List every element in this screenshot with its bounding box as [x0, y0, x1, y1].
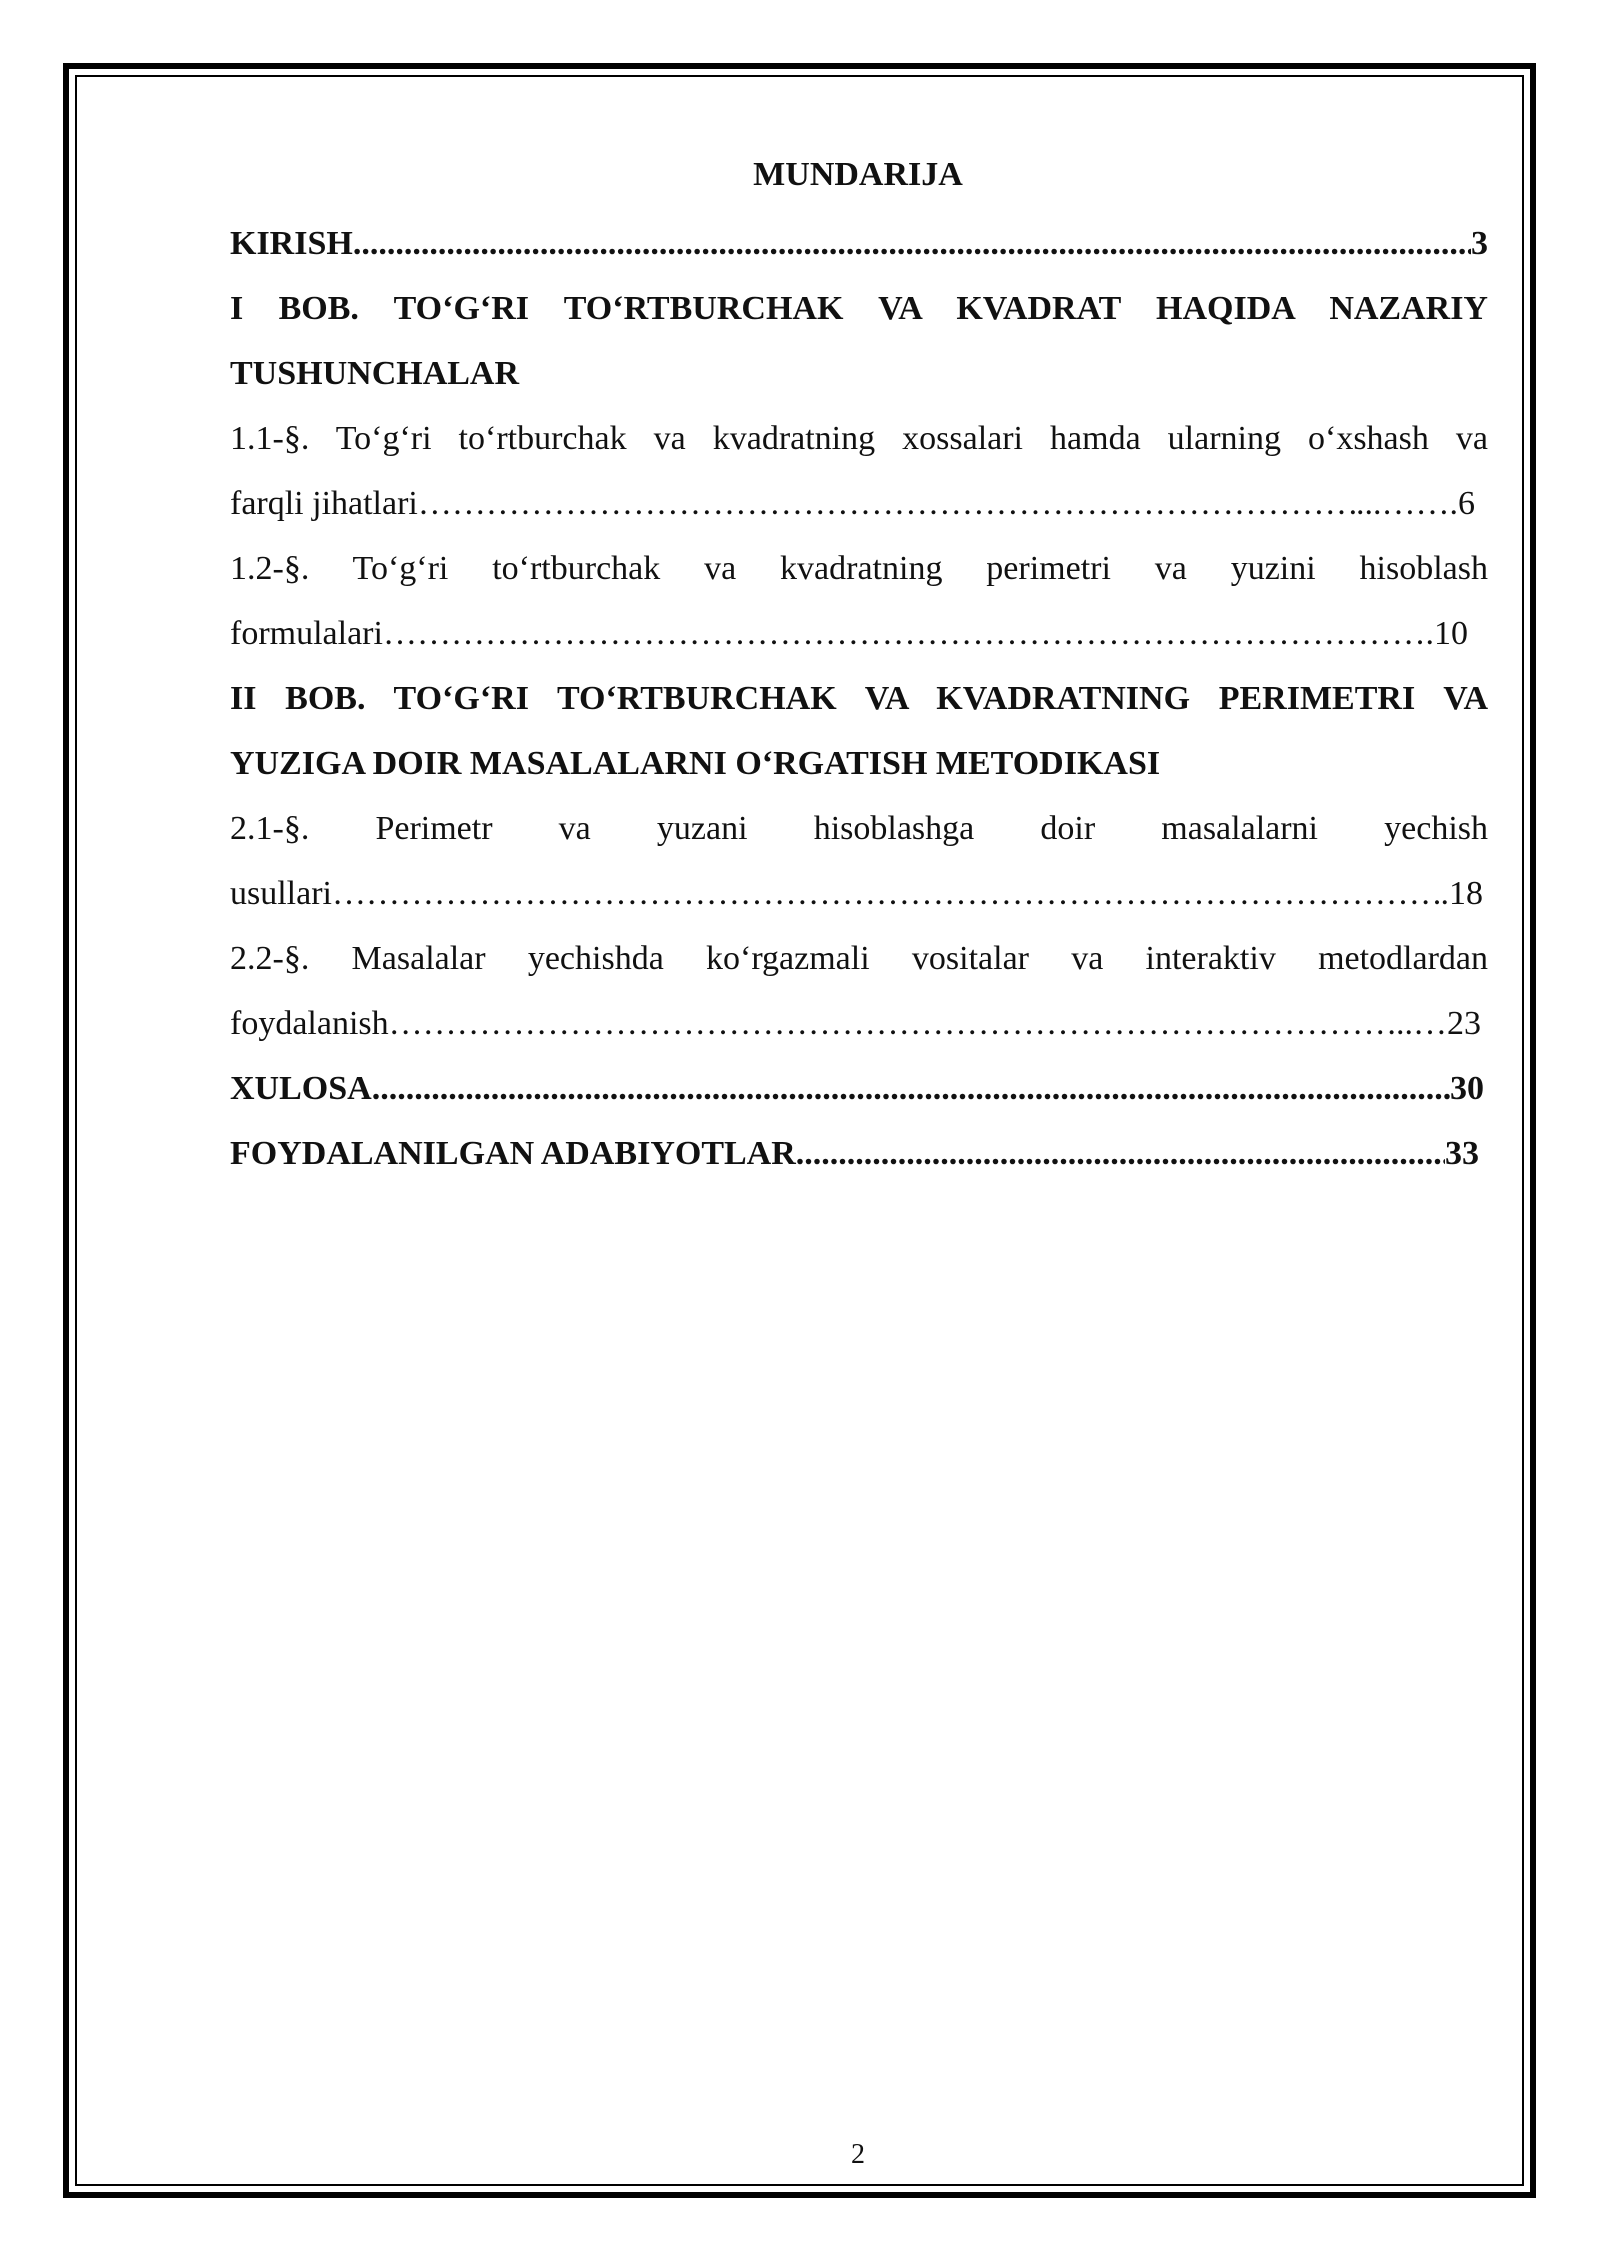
table-of-contents — [230, 211, 1488, 1186]
toc-section-text: foydalanish — [230, 1005, 389, 1042]
toc-section-text: 2.1-§. Perimetr va yuzani hisoblashga doir masalalarni yechish — [230, 810, 1488, 847]
dot-leader — [389, 991, 1396, 1056]
toc-page-number: .10 — [1425, 615, 1468, 652]
toc-section-1-2-line-2[interactable] — [230, 601, 1468, 666]
toc-chapter-text: TUSHUNCHALAR — [230, 355, 520, 392]
toc-section-1-2-line-1[interactable] — [230, 536, 1488, 601]
toc-page-number: ...…….6 — [1356, 485, 1475, 522]
toc-chapter-1-line-2[interactable] — [230, 341, 1488, 406]
toc-section-2-2-line-1[interactable] — [230, 926, 1488, 991]
toc-page-number: .18 — [1440, 875, 1483, 912]
dot-leader — [372, 1056, 1450, 1121]
toc-chapter-2-line-2[interactable] — [230, 731, 1488, 796]
dot-leader — [332, 861, 1441, 926]
toc-section-text: formulalari — [230, 615, 383, 652]
dot-leader — [353, 211, 1471, 276]
toc-chapter-1-line-1[interactable] — [230, 276, 1488, 341]
toc-entry-text: XULOSA — [230, 1070, 372, 1107]
toc-section-2-2-line-2[interactable] — [230, 991, 1481, 1056]
toc-chapter-text: II BOB. TO‘G‘RI TO‘RTBURCHAK VA KVADRATNING PERIMETRI VA — [230, 680, 1488, 717]
toc-section-text: 2.2-§. Masalalar yechishda ko‘rgazmali vositalar va interaktiv metodlardan — [230, 940, 1488, 977]
dot-leader — [418, 471, 1356, 536]
toc-chapter-text: YUZIGA DOIR MASALALARNI O‘RGATISH METODIKASI — [230, 745, 1161, 782]
toc-section-2-1-line-1[interactable] — [230, 796, 1488, 861]
toc-section-text: 1.2-§. To‘g‘ri to‘rtburchak va kvadratning perimetri va yuzini hisoblash — [230, 550, 1488, 587]
toc-chapter-2-line-1[interactable] — [230, 666, 1488, 731]
toc-section-text: farqli jihatlari — [230, 485, 418, 522]
toc-entry-xulosa[interactable] — [230, 1056, 1484, 1121]
toc-page-number: 30 — [1450, 1070, 1484, 1107]
toc-page-number: 33 — [1445, 1135, 1479, 1172]
toc-section-1-1-line-2[interactable] — [230, 471, 1475, 536]
dot-leader — [383, 601, 1426, 666]
toc-section-text: 1.1-§. To‘g‘ri to‘rtburchak va kvadratning xossalari hamda ularning o‘xshash va — [230, 420, 1488, 457]
toc-entry-kirish[interactable] — [230, 211, 1488, 276]
toc-entry-text: KIRISH — [230, 225, 353, 262]
toc-page-number: 3 — [1471, 225, 1488, 262]
toc-title: MUNDARIJA — [753, 156, 963, 193]
dot-leader — [796, 1121, 1445, 1186]
toc-section-2-1-line-2[interactable] — [230, 861, 1483, 926]
toc-entry-text: FOYDALANILGAN ADABIYOTLAR — [230, 1135, 796, 1172]
page-number: 2 — [851, 2139, 865, 2170]
toc-section-text: usullari — [230, 875, 332, 912]
toc-entry-adabiyotlar[interactable] — [230, 1121, 1479, 1186]
toc-section-1-1-line-1[interactable] — [230, 406, 1488, 471]
toc-chapter-text: I BOB. TO‘G‘RI TO‘RTBURCHAK VA KVADRAT HAQIDA NAZARIY — [230, 290, 1488, 327]
toc-page-number: ..…23 — [1396, 1005, 1481, 1042]
